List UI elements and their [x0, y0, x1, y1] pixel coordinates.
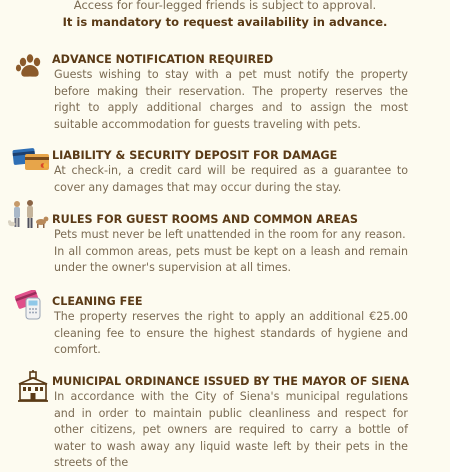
intro-mandatory-text: It is mandatory to request availability in advance.: [62, 15, 388, 29]
section-body: [54, 67, 408, 133]
credit-cards-icon: [12, 148, 50, 178]
paw-icon: [12, 52, 50, 82]
section-body: [54, 227, 408, 277]
section-title: RULES FOR GUEST ROOMS AND COMMON AREAS: [52, 213, 358, 226]
section-title: CLEANING FEE: [52, 295, 143, 308]
section-paragraph: In all common areas, pets must be kept on a leash and remain under the owner's supervision at all times.: [54, 244, 408, 274]
town-hall-icon: [16, 370, 50, 404]
payment-terminal-icon: [12, 290, 50, 320]
section-title: LIABILITY & SECURITY DEPOSIT FOR DAMAGE: [52, 149, 338, 162]
section-paragraph: The property reserves the right to apply an additional €25.00 cleaning fee to ensure the highest standards of hygiene and comfort.: [54, 310, 408, 356]
section-paragraph: At check-in, a credit card will be required as a guarantee to cover any damages that may occur during the stay.: [54, 164, 408, 194]
section-paragraph: Guests wishing to stay with a pet must notify the property before making their reservation. The property reserves the right to apply additional charges and to assign the most suitable accommodation for guests traveling with pets.: [54, 68, 408, 131]
section-paragraph: In accordance with the City of Siena's municipal regulations and in order to maintain public cleanliness and respect for other citizens, pet owners are required to carry a bottle of water to wash away any liquid waste left by their pets in the streets of the: [54, 390, 408, 469]
people-with-dogs-icon: [8, 198, 52, 230]
section-paragraph: Pets must never be left unattended in the room for any reason.: [54, 228, 406, 241]
section-body: [54, 163, 408, 196]
section-title: MUNICIPAL ORDINANCE ISSUED BY THE MAYOR OF SIENA: [52, 375, 410, 388]
section-title: ADVANCE NOTIFICATION REQUIRED: [52, 53, 274, 66]
section-body: [54, 389, 408, 472]
intro-approval-text: Access for four-legged friends is subject to approval.: [73, 0, 377, 12]
intro: [0, 0, 450, 31]
section-body: [54, 309, 408, 359]
